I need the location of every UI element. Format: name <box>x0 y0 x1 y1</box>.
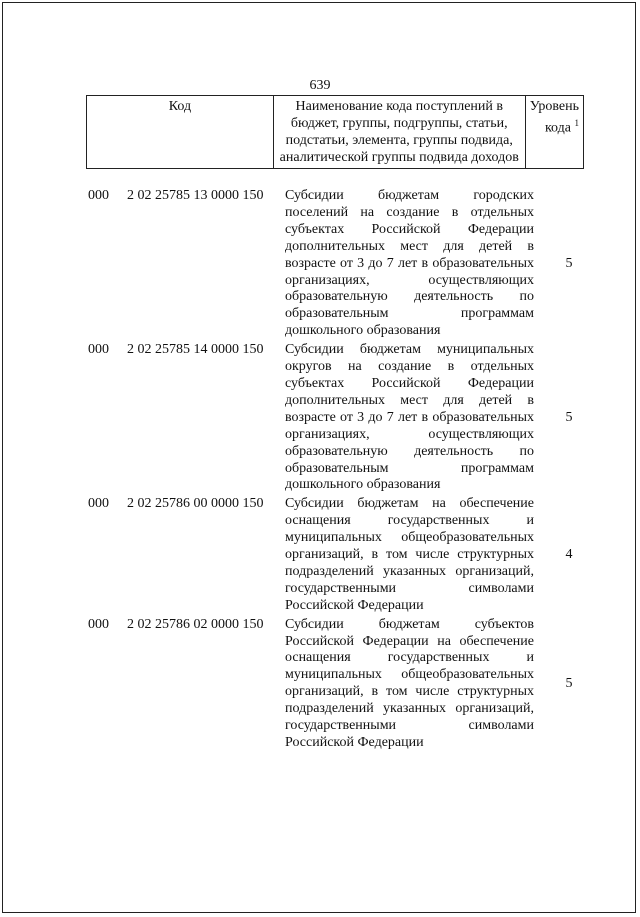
income-name-line: организаций, в том числе структурных <box>285 684 534 700</box>
income-name-line: поселений на создание в отдельных <box>285 204 534 220</box>
income-name-line: муниципальных общеобразовательных <box>285 530 534 546</box>
admin-code: 000 <box>88 616 109 632</box>
table-header <box>86 95 584 169</box>
income-name-line: Российской Федерации <box>285 735 424 750</box>
income-name-line: образовательным программам <box>285 460 534 476</box>
income-name-line: округов на создание в отдельных <box>285 359 534 375</box>
income-name-line: дошкольного образования <box>285 323 441 339</box>
income-name-line: Субсидии бюджетам городских <box>285 188 534 203</box>
code-level: 5 <box>565 409 573 425</box>
income-name-line: подразделений указанных организаций, <box>285 563 534 579</box>
code-level: 5 <box>565 675 573 691</box>
income-name-line: дополнительных мест для детей в <box>285 238 534 254</box>
income-name <box>285 188 534 340</box>
income-code: 2 02 25786 00 0000 150 <box>127 496 264 512</box>
income-code: 2 02 25786 02 0000 150 <box>127 616 264 632</box>
income-name <box>285 342 534 494</box>
income-name-line: образовательную деятельность по <box>285 443 534 459</box>
header-level-footnote: 1 <box>574 118 579 128</box>
income-name-line: организациях, осуществляющих <box>285 272 534 288</box>
income-code-list <box>0 188 640 754</box>
income-name-line: государственными символами <box>285 580 534 596</box>
income-name-line: Субсидии бюджетам на обеспечение <box>285 496 534 512</box>
admin-code: 000 <box>88 496 109 512</box>
table-row <box>0 496 640 614</box>
income-name-line: Субсидии бюджетам субъектов <box>285 616 534 632</box>
income-name-line: образовательную деятельность по <box>285 289 534 305</box>
income-name-line: организаций, в том числе структурных <box>285 547 534 563</box>
income-code: 2 02 25785 13 0000 150 <box>127 188 264 203</box>
code-level: 5 <box>565 255 573 271</box>
income-name-line: оснащения государственных и <box>285 513 534 529</box>
income-name-line: Российской Федерации на обеспечение <box>285 633 534 649</box>
income-name <box>285 496 534 614</box>
income-name-line: Российской Федерации <box>285 597 424 613</box>
income-name <box>285 617 534 752</box>
header-code: Код <box>87 96 274 169</box>
income-name-line: субъектах Российской Федерации <box>285 221 534 237</box>
income-code: 2 02 25785 14 0000 150 <box>127 342 264 358</box>
code-level: 4 <box>565 547 573 563</box>
income-name-line: оснащения государственных и <box>285 650 534 666</box>
income-name-line: возрасте от 3 до 7 лет в образовательных <box>285 255 534 271</box>
table-row <box>0 342 640 494</box>
income-name-line: дошкольного образования <box>285 477 441 493</box>
header-level <box>525 96 583 169</box>
income-name-line: муниципальных общеобразовательных <box>285 667 534 683</box>
income-name-line: субъектах Российской Федерации <box>285 375 534 391</box>
header-name: Наименование кода поступлений в бюджет, группы, подгруппы, статьи, подстатьи, элемента, группы подвида, аналитической группы подвида доходов <box>273 96 525 169</box>
income-name-line: государственными символами <box>285 718 534 734</box>
table-row <box>0 617 640 752</box>
admin-code: 000 <box>88 342 109 358</box>
admin-code: 000 <box>88 188 109 203</box>
income-name-line: образовательным программам <box>285 306 534 322</box>
header-level-label: Уровень кода <box>529 99 579 136</box>
income-name-line: возрасте от 3 до 7 лет в образовательных <box>285 409 534 425</box>
income-name-line: Субсидии бюджетам муниципальных <box>285 342 534 358</box>
income-name-line: подразделений указанных организаций, <box>285 701 534 717</box>
page-number: 639 <box>309 78 331 93</box>
table-row <box>0 188 640 340</box>
income-name-line: организациях, осуществляющих <box>285 426 534 442</box>
income-name-line: дополнительных мест для детей в <box>285 392 534 408</box>
